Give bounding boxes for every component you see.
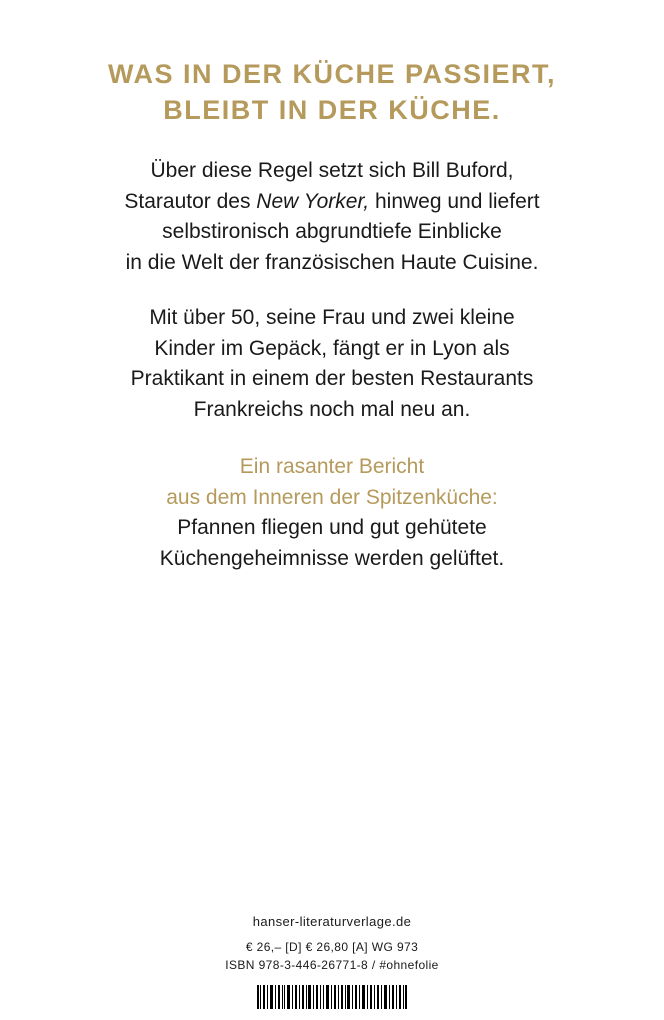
headline-line-1: WAS IN DER KÜCHE PASSIERT, [107, 59, 557, 89]
blurb-1-line-2-start: Starautor des [124, 189, 257, 213]
price-line: € 26,– [D] € 26,80 [A] WG 973 [245, 940, 419, 954]
blurb-1-line-2-end: hinweg und liefert [369, 189, 540, 213]
blurb-paragraph-3 [0, 452, 664, 574]
blurb-3-line-3: Pfannen fliegen und gut gehütete [177, 516, 487, 539]
blurb-1-line-1: Über diese Regel setzt sich Bill Buford, [150, 159, 514, 182]
blurb-paragraph-1 [0, 156, 664, 278]
magazine-title: New Yorker, [256, 189, 370, 213]
isbn-line: ISBN 978-3-446-26771-8 / #ohnefolie [225, 958, 439, 972]
barcode-icon [257, 985, 407, 1009]
blurb-1-line-3: selbstironisch abgrundtiefe Einblicke [162, 220, 502, 243]
blurb-1-line-2 [0, 187, 664, 218]
blurb-2-line-4: Frankreichs noch mal neu an. [193, 397, 471, 421]
blurb-2-line-3: Praktikant in einem der besten Restaurants [130, 367, 534, 390]
blurb-3-line-2: aus dem Inneren der Spitzenküche: [166, 485, 498, 509]
blurb-3-line-4: Küchengeheimnisse werden gelüftet. [159, 546, 505, 570]
headline-line-2: BLEIBT IN DER KÜCHE. [163, 95, 501, 125]
blurb-paragraph-2 [0, 303, 664, 425]
blurb-1-line-4: in die Welt der französischen Haute Cuisine. [125, 250, 539, 274]
headline [0, 56, 664, 128]
publisher-url: hanser-literaturverlage.de [252, 914, 412, 929]
blurb-2-line-1: Mit über 50, seine Frau und zwei kleine [149, 306, 515, 329]
blurb-3-line-1: Ein rasanter Bericht [239, 455, 425, 478]
blurb-2-line-2: Kinder im Gepäck, fängt er in Lyon als [154, 336, 510, 360]
